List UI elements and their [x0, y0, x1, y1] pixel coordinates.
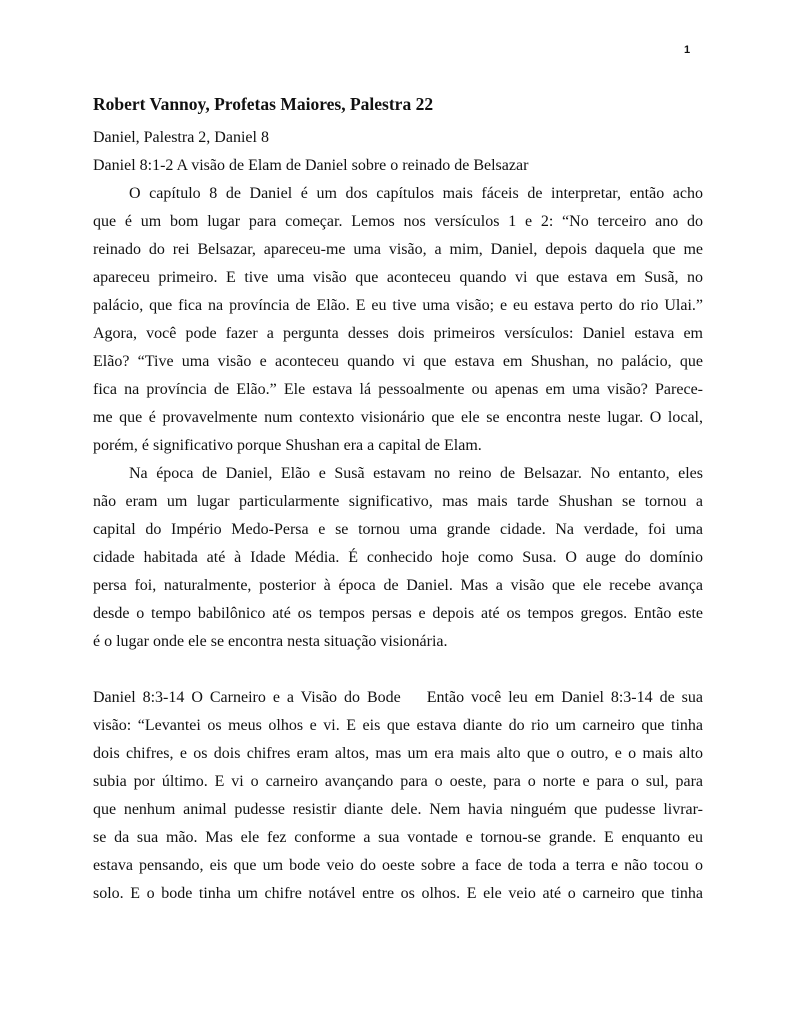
paragraph-line: não eram um lugar particularmente significativo, mas mais tarde Shushan se tornou a — [93, 493, 703, 510]
section-heading-2: Daniel 8:3-14 O Carneiro e a Visão do Bode — [93, 689, 401, 706]
paragraph-lead: Então você leu em Daniel 8:3-14 de sua — [426, 689, 703, 706]
paragraph-line: O capítulo 8 de Daniel é um dos capítulos mais fáceis de interpretar, então acho — [129, 185, 703, 202]
paragraph-line: Agora, você pode fazer a pergunta desses dois primeiros versículos: Daniel estava em — [93, 325, 703, 342]
paragraph-line: Na época de Daniel, Elão e Susã estavam no reino de Belsazar. No entanto, eles — [129, 465, 703, 482]
paragraph-line: Elão? “Tive uma visão e aconteceu quando vi que estava em Shushan, no palácio, que — [93, 353, 703, 370]
paragraph-2 — [93, 460, 703, 656]
paragraph-line: me que é provavelmente num contexto visionário que ele se encontra neste lugar. O local, — [93, 409, 703, 426]
section-heading-line — [93, 684, 703, 712]
document-title: Robert Vannoy, Profetas Maiores, Palestra 22 — [93, 94, 434, 114]
document-subtitle: Daniel, Palestra 2, Daniel 8 — [93, 129, 269, 146]
paragraph-line: subia por último. E vi o carneiro avançando para o oeste, para o norte e para o sul, para — [93, 773, 703, 790]
paragraph-line: reinado do rei Belsazar, apareceu-me uma visão, a mim, Daniel, depois daquela que me — [93, 241, 703, 258]
paragraph-line: se da sua mão. Mas ele fez conforme a sua vontade e tornou-se grande. E enquanto eu — [93, 829, 703, 846]
paragraph-line: que é um bom lugar para começar. Lemos nos versículos 1 e 2: “No terceiro ano do — [93, 213, 703, 230]
paragraph-line: capital do Império Medo-Persa e se tornou uma grande cidade. Na verdade, foi uma — [93, 521, 703, 538]
paragraph-line: que nenhum animal pudesse resistir diante dele. Nem havia ninguém que pudesse livrar- — [93, 801, 703, 818]
paragraph-line: dois chifres, e os dois chifres eram altos, mas um era mais alto que o outro, e o mais alto — [93, 745, 703, 762]
paragraph-line: cidade habitada até à Idade Média. É conhecido hoje como Susa. O auge do domínio — [93, 549, 703, 566]
paragraph-line: visão: “Levantei os meus olhos e vi. E eis que estava diante do rio um carneiro que tinha — [93, 717, 703, 734]
document-body — [93, 94, 703, 908]
page-number: 1 — [684, 44, 691, 56]
paragraph-line: fica na província de Elão.” Ele estava lá pessoalmente ou apenas em uma visão? Parece- — [93, 381, 703, 398]
paragraph-line: apareceu primeiro. E tive uma visão que aconteceu quando vi que estava em Susã, no — [93, 269, 703, 286]
paragraph-gap — [93, 656, 703, 684]
section-heading-1: Daniel 8:1-2 A visão de Elam de Daniel sobre o reinado de Belsazar — [93, 157, 529, 174]
paragraph-line: persa foi, naturalmente, posterior à época de Daniel. Mas a visão que ele recebe avança — [93, 577, 703, 594]
paragraph-line: estava pensando, eis que um bode veio do oeste sobre a face de toda a terra e não tocou o — [93, 857, 703, 874]
paragraph-line: porém, é significativo porque Shushan era a capital de Elam. — [93, 437, 482, 454]
paragraph-line: solo. E o bode tinha um chifre notável entre os olhos. E ele veio até o carneiro que tinha — [93, 885, 703, 902]
paragraph-line: é o lugar onde ele se encontra nesta situação visionária. — [93, 633, 448, 650]
paragraph-3 — [93, 684, 703, 908]
paragraph-line: palácio, que fica na província de Elão. E eu tive uma visão; e eu estava perto do rio Ulai.” — [93, 297, 703, 314]
paragraph-line: desde o tempo babilônico até os tempos persas e depois até os tempos gregos. Então este — [93, 605, 703, 622]
paragraph-1 — [93, 180, 703, 460]
